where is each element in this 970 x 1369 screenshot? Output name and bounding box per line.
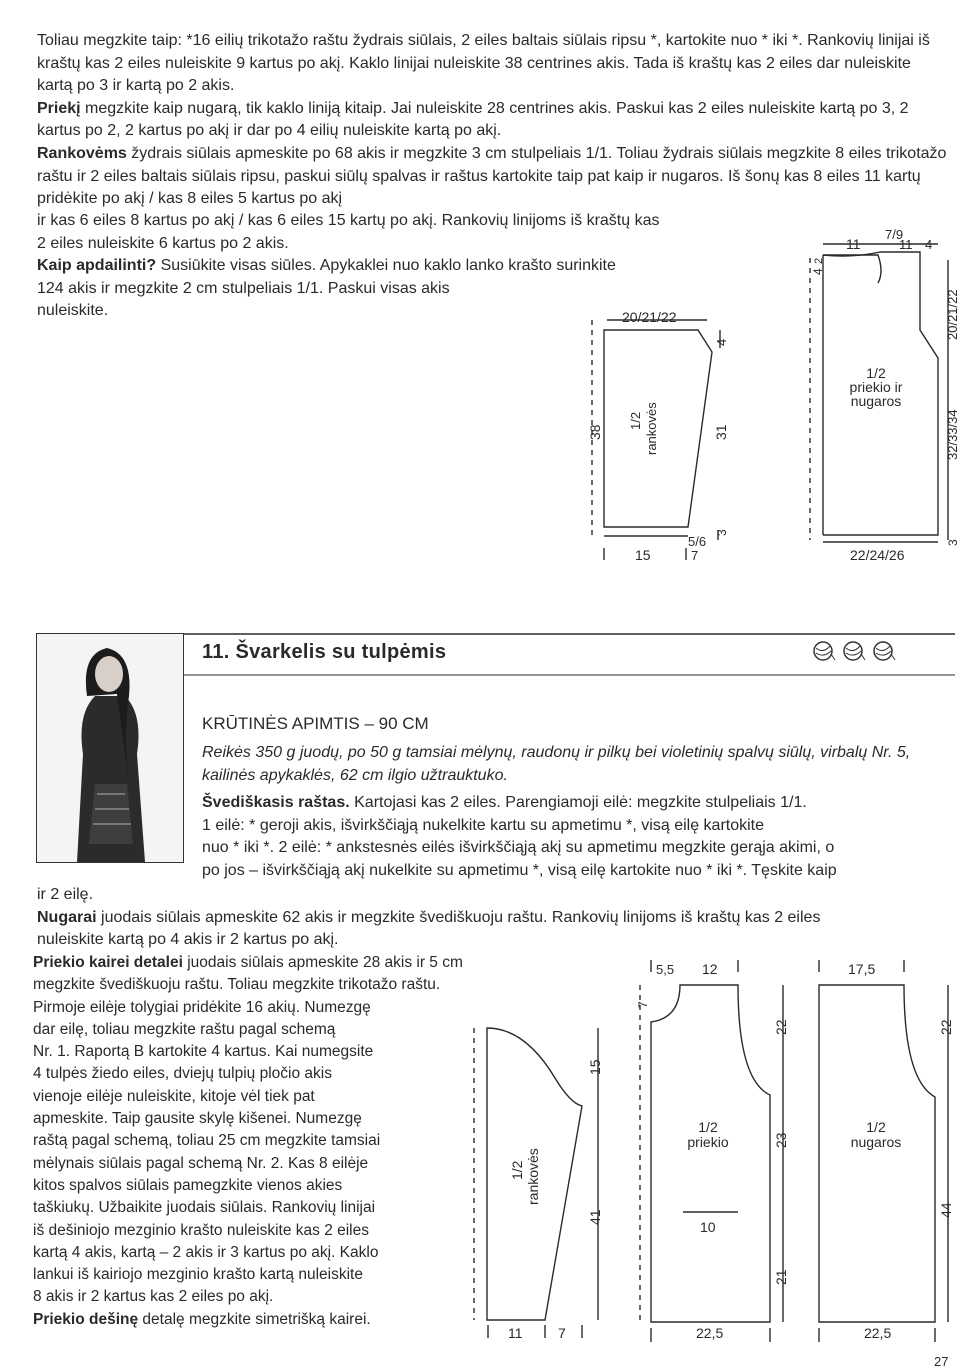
back-diagram-bottom [819, 960, 948, 1342]
sleeves-cont: ir kas 6 eiles 8 kartus po akį / kas 6 eiles 15 kartų po akį. Rankovių linijoms iš kraštų kas 2 eiles nuleiskite 6 kartus po 2 akis. Kaip apdailinti? Susiūkite visas siūles. Apykaklei nuo kaklo lanko krašto surinkite 124 akis ir megzkite 2 cm stulpeliais 1/1. Paskui visas akis nuleiskite. [37, 210, 797, 323]
sleeves-heading: Rankovėms [37, 144, 127, 162]
front-left-heading: Priekio kairei detalei [33, 954, 183, 971]
yarn-ball-icon [812, 640, 836, 662]
dim-label: 2 [813, 257, 825, 264]
diagram-label: 1/2 [866, 1119, 886, 1135]
dim-label: 22,5 [696, 1325, 724, 1341]
yarn-ball-icon [872, 640, 896, 662]
page-number: 27 [934, 1354, 949, 1369]
dim-label: 31 [713, 424, 729, 440]
diagram-label: 1/2 [509, 1160, 525, 1180]
paragraph-finishing: Kaip apdailinti? Susiūkite visas siūles. Apykaklei nuo kaklo lanko krašto surinkite [37, 257, 616, 275]
dim-label: 4 [811, 268, 825, 275]
dim-label: 22 [773, 1019, 789, 1035]
paragraph-sleeves: Rankovėms žydrais siūlais apmeskite po 68 akis ir megzkite 3 cm stulpeliais 1/1. Toliau žydrais siūlais megzkite 8 eiles trikotažo raštu ir 2 eiles baltais siūlais ripsu, paskui siūlų spalvas ir raštus kartokite taip pat kaip ir nugaros. Iš šonų kas 8 eiles 11 kartų pridėkite po akį / kas 8 eiles 5 kartus po akį [37, 144, 947, 208]
dim-label: 11 [846, 236, 861, 252]
diagram-label: priekio [687, 1134, 729, 1150]
dim-label: 17,5 [848, 961, 876, 977]
materials: Reikės 350 g juodų, po 50 g tamsiai mėlynų, raudonų ir pilkų bei violetinių spalvų siūlų, virbalų Nr. 5, kailinės apykaklės, 62 cm ilgio užtrauktuko. [202, 744, 911, 784]
diagram-label: 1/2 [698, 1119, 718, 1135]
dim-label: 7 [558, 1325, 566, 1341]
front-diagram-bottom [640, 960, 783, 1342]
dim-label: 5,5 [656, 962, 675, 977]
diagram-label: 1/2 [866, 365, 886, 381]
dim-label: 20/21/22 [622, 309, 677, 325]
dim-label: 11 [508, 1325, 523, 1341]
dim-label: 20/21/22 [945, 289, 960, 340]
swedish-heading: Švediškasis raštas. [202, 794, 350, 811]
dim-label: 22,5 [864, 1325, 892, 1341]
dim-label: 5/6 [688, 534, 707, 549]
dim-label: 15 [587, 1059, 603, 1075]
dim-label: 7 [636, 1001, 650, 1008]
dim-label: 12 [702, 961, 718, 977]
dim-label: 41 [587, 1209, 603, 1225]
front-left-instructions: Priekio kairei detalei juodais siūlais apmeskite 28 akis ir 5 cm megzkite švediškuoju raštu. Toliau megzkite trikotažo raštu. Pirmoje eilėje tolygiai pridėkite 16 akių. Numezgę dar eilę, toliau megzkite raštu pagal schemą Nr. 1. Raportą B kartokite 4 kartus. Kai numegsite 4 tulpės žiedo eiles, dviejų tulpių pločio akis vienoje eilėje nuleiskite, kitoje vėl tiek pat apmeskite. Taip gausite skylę kišenei. Numezgę raštą pagal schemą, toliau 25 cm megzkite tamsiai mėlynais siūlais pagal schemą Nr. 2. Kas 8 eilėje kitos spalvos siūlais pamegzkite vienos akies taškiukų. Užbaikite juodais siūlais. Rankovių linijai iš dešiniojo mezginio krašto nuleiskite kas 2 eiles kartą 4 akis, kartą – 2 akis ir 3 kartus po akį. Kaklo lankui iš kairiojo mezginio krašto kartą nuleiskite 8 akis ir 2 kartus kas 2 eiles po akį. Priekio dešinę detalę megzkite simetrišką kairei. [33, 954, 463, 1328]
chest-size: KRŪTINĖS APIMTIS – 90 CM [202, 714, 429, 733]
dim-label: 4 [714, 338, 729, 346]
finishing-heading: Kaip apdailinti? [37, 257, 157, 275]
dim-label: 3 [715, 529, 729, 536]
paragraph-back-pattern: Toliau megzkite taip: *16 eilių trikotažo raštu žydrais siūlais, 2 eiles baltais siūlais ripsu *, kartokite nuo * iki *. Rankovių linijai iš kraštų kas 2 eiles nuleiskite 9 kartus po akį. Kaklo linijai nuleiskite 38 centrines akis. Tada iš kraštų kas 2 eiles dar nuleiskite kartą po 3 ir kartą po 2 akis. [37, 32, 930, 95]
dim-label: 11 [899, 237, 913, 252]
diagram-label: 1/2 [628, 411, 643, 430]
dim-label: 21 [773, 1269, 789, 1285]
dim-label: 22/24/26 [850, 547, 905, 563]
dim-label: 32/33/34 [945, 409, 960, 460]
dim-label: 15 [635, 547, 651, 563]
dim-label: 10 [700, 1219, 716, 1235]
diagram-label: nugaros [850, 393, 902, 409]
dim-label: 44 [938, 1202, 954, 1218]
back-instructions: ir 2 eilę. Nugarai juodais siūlais apmeskite 62 akis ir megzkite švediškuoju raštu. Rankovių linijoms iš kraštų kas 2 eiles nuleiskite kartą po 4 akis ir 2 kartus po akį. [37, 886, 821, 949]
product-photo [36, 633, 184, 863]
paragraph-front: Priekį megzkite kaip nugarą, tik kaklo liniją kitaip. Jai nuleiskite 28 centrines akis. Paskui kas 2 eiles nuleiskite kartą po 3, 2 kartus po 2, 2 kartus po akį ir dar po 4 eilių nuleiskite kartą po akį. [37, 99, 909, 140]
back-heading: Nugarai [37, 908, 97, 926]
dim-label: 3 [946, 539, 960, 546]
front-heading: Priekį [37, 99, 81, 117]
diagram-label: rankovės [644, 402, 659, 455]
dim-label: 23 [773, 1132, 789, 1148]
dim-label: 7 [691, 548, 699, 563]
dim-label: 22 [938, 1019, 954, 1035]
dim-label: 7/9 [885, 227, 904, 242]
diagram-label: rankovės [525, 1148, 541, 1205]
dim-label: 4 [925, 237, 933, 252]
diagram-label: priekio ir [849, 379, 903, 395]
swedish-pattern: Švediškasis raštas. Kartojasi kas 2 eiles. Parengiamoji eilė: megzkite stulpeliais 1/1. 1 eilė: * geroji akis, išvirkščiąją nukelkite kartu su apmetimu *, visą eilę kartokite nuo * iki *. 2 eilė: * ankstesnės eilės išvirkščiąją akį su apmetimu megzkite gerąja akimi, o po jos – išvirkščiąją akį nukelkite su apmetimu *, visą eilę kartokite nuo * iki *. Tęskite kaip [202, 794, 837, 879]
dim-label: 38 [587, 424, 603, 440]
diagram-label: nugaros [850, 1134, 902, 1150]
front-right-heading: Priekio dešinę [33, 1310, 139, 1328]
yarn-ball-icon [842, 640, 866, 662]
section-title: 11. Švarkelis su tulpėmis [202, 641, 447, 663]
